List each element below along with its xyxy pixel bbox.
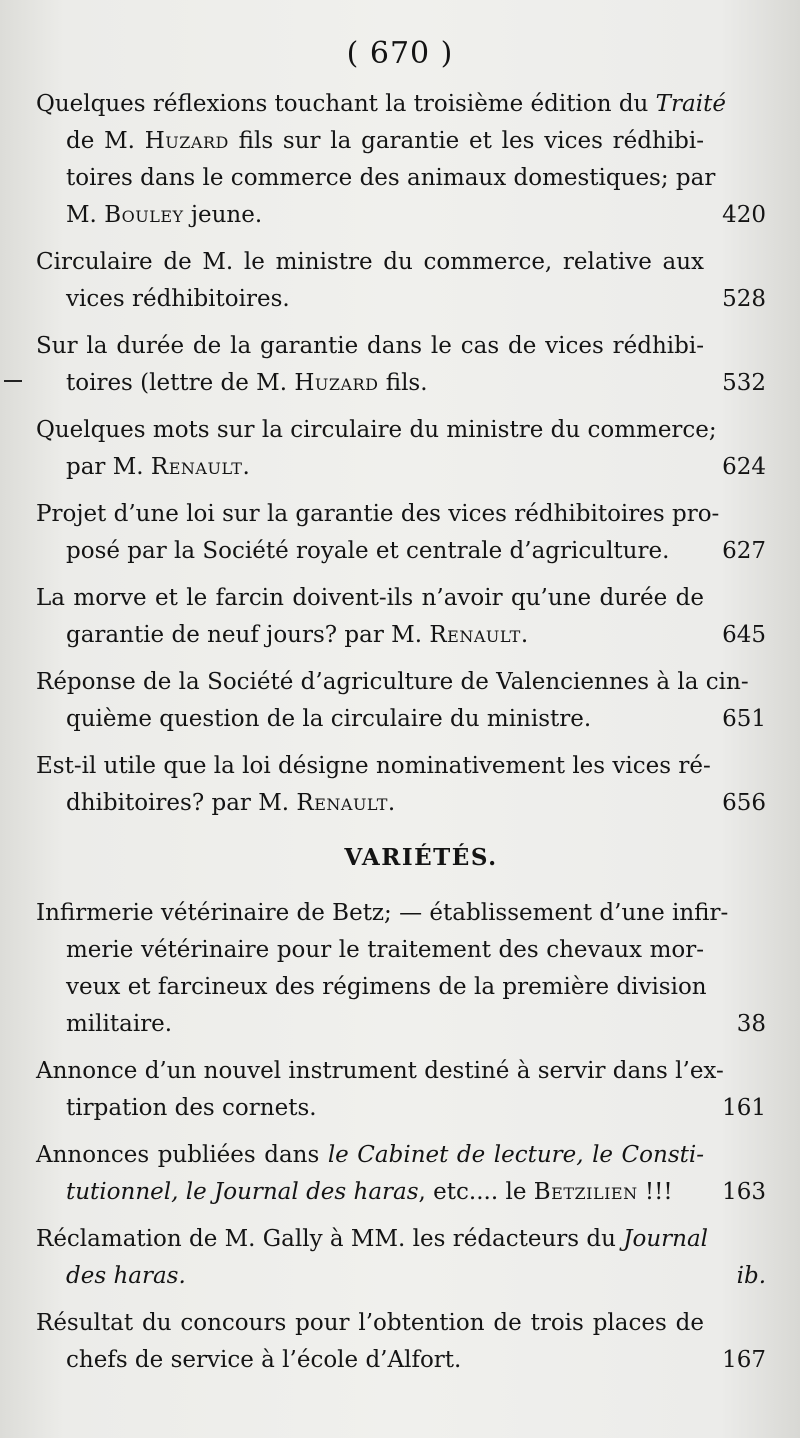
toc-entry-text: Journal [623,1226,709,1252]
toc-entry-text: Réponse de la Société d’agriculture de Valenciennes à la cin- [36,669,749,695]
toc-entry-line [36,1053,724,1090]
toc-entry-text: merie vétérinaire pour le traitement des chevaux mor- [66,937,704,963]
page-number: ( 670 ) [346,36,454,71]
toc-entry-text: jeune. [183,202,263,228]
toc-entry-line [66,160,716,197]
toc-entry-line [36,1221,709,1258]
toc-entry-page-number: 528 [722,286,766,312]
toc-entry-line [66,617,704,654]
toc-entry-line [36,244,704,281]
toc-entry-text: Réclamation de M. Gally à MM. les rédacteurs du [36,1226,624,1252]
toc-entry-text: fils. [378,370,428,396]
toc-entry-text: Renault [150,454,243,480]
toc-entry [36,1221,766,1295]
toc-entry-line [66,932,704,969]
toc-entry-page-number: 532 [722,370,766,396]
toc-entry-text: le Cabinet de lecture, le Consti- [327,1142,704,1168]
toc-entry [36,86,766,234]
toc-entry-line [36,1305,704,1342]
toc-entry-line [36,664,749,701]
toc-entry-line [66,1342,704,1379]
toc-entry-text: dhibitoires? par M. [66,790,297,816]
toc-entry [36,1305,766,1379]
toc-entry-text: fils sur la garantie et les vices rédhibi- [228,128,704,154]
toc-entry-text: . [520,622,529,648]
toc-entry-page-number: 167 [722,1347,766,1373]
toc-entry-page-number: 627 [722,538,766,564]
toc-entry-text: tutionnel, le Journal des haras [66,1179,419,1205]
toc-entry-line [36,496,720,533]
toc-entry-line [66,1006,704,1043]
toc-entry-text: par M. [66,454,151,480]
toc-entry-line [66,533,704,570]
toc-entry [36,580,766,654]
toc-entry-text: . [242,454,250,480]
toc-entry-line [66,449,704,486]
toc-entry-text: militaire. [66,1011,173,1037]
toc-entry-line [66,1174,704,1211]
toc-entry-text: Traité [655,91,726,117]
toc-entry-text: Renault [296,790,388,816]
toc-entry-page-number: ib. [736,1263,766,1289]
toc-entry-page-number: 161 [722,1095,766,1121]
toc-entry-line [66,1090,704,1127]
toc-entry-line [66,281,704,318]
toc-entry-text: tirpation des cornets. [66,1095,317,1121]
toc-entry [36,328,766,402]
toc-entry [36,895,766,1043]
toc-entry [36,496,766,570]
toc-entry-text: veux et farcineux des régimens de la première division [66,974,707,1000]
toc-entry-page-number: 624 [722,454,766,480]
toc-entry-page-number: 38 [736,1011,766,1037]
entries-group-varietes [36,895,766,1379]
toc-entry-page-number: 163 [722,1179,766,1205]
toc-entry-line [36,1137,704,1174]
toc-entry-text: Est-il utile que la loi désigne nominativement les vices ré- [36,753,711,779]
entries-group-main [36,86,766,822]
toc-entry-line [66,701,704,738]
toc-entry-text: chefs de service à l’école d’Alfort. [66,1347,462,1373]
toc-entry-text: toires dans le commerce des animaux domestiques; par [66,165,716,191]
toc-entry-text: quième question de la circulaire du ministre. [66,706,592,732]
toc-entry-text: Renault [429,622,521,648]
toc-entry-text: Huzard [144,128,229,154]
toc-entry-text: M. [66,202,105,228]
toc-entry [36,1137,766,1211]
toc-entry-page-number: 651 [722,706,766,732]
toc-entry-line [66,785,704,822]
toc-entry-text: Sur la durée de la garantie dans le cas de vices rédhibi- [36,333,704,359]
toc-entry-line [66,1258,704,1295]
toc-entry-text: de M. [66,128,145,154]
toc-entry-text: Projet d’une loi sur la garantie des vices rédhibitoires pro- [36,501,720,527]
toc-entry-text: !!! [637,1179,673,1205]
toc-entry-text: Quelques mots sur la circulaire du ministre du commerce; [36,417,717,443]
toc-entry-page-number: 645 [722,622,766,648]
toc-entry-text: vices rédhibitoires. [66,286,290,312]
toc-entry-line [66,123,704,160]
toc-entry-line [36,328,704,365]
toc-entry-line [66,197,704,234]
toc-entry-page-number: 656 [722,790,766,816]
toc-entry-text: garantie de neuf jours? par M. [66,622,430,648]
margin-mark [4,380,22,382]
toc-entry-text: toires (lettre de M. [66,370,295,396]
toc-entry-text: Betzilien [533,1179,638,1205]
toc-entry-line [36,895,729,932]
toc-entry-text: Annonces publiées dans [36,1142,328,1168]
toc-entry-text: Quelques réflexions touchant la troisième édition du [36,91,656,117]
toc-entry-text: des haras. [66,1263,186,1289]
toc-entry-text: posé par la Société royale et centrale d’agriculture. [66,538,670,564]
toc-entry [36,1053,766,1127]
toc-entry-line [36,580,704,617]
section-heading-varietes: VARIÉTÉS. [344,844,498,871]
toc-entry-text: , etc.... le [418,1179,534,1205]
toc-entry-page-number: 420 [722,202,766,228]
toc-entry-line [36,86,726,123]
toc-entry-text: Huzard [294,370,379,396]
toc-entry [36,748,766,822]
toc-entry-text: Annonce d’un nouvel instrument destiné à servir dans l’ex- [36,1058,724,1084]
toc-entry-line [36,748,711,785]
toc-entry-text: . [387,790,396,816]
toc-entry-line [66,365,704,402]
toc-entry-text: Résultat du concours pour l’obtention de trois places de [36,1310,704,1336]
toc-entry-line [66,969,707,1006]
toc-entry [36,244,766,318]
toc-entry-text: La morve et le farcin doivent-ils n’avoir qu’une durée de [36,585,704,611]
table-of-contents [36,86,766,1389]
toc-entry-text: Bouley [104,202,184,228]
toc-entry [36,664,766,738]
toc-entry-line [36,412,717,449]
toc-entry-text: Infirmerie vétérinaire de Betz; — établissement d’une infir- [36,900,729,926]
toc-entry-text: Circulaire de M. le ministre du commerce, relative aux [36,249,704,275]
toc-entry [36,412,766,486]
